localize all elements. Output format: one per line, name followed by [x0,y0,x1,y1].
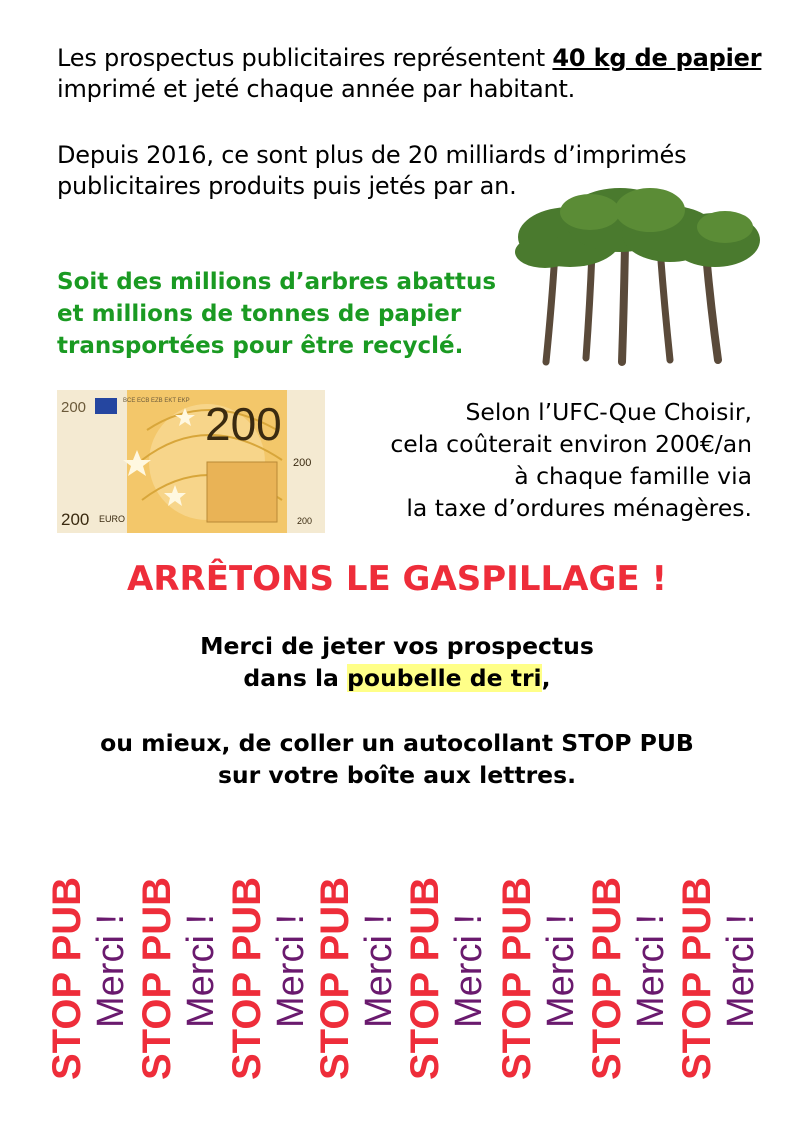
ufc-line-3: à chaque famille via [514,462,752,490]
stop-pub-label: STOP PUB [495,876,539,1080]
tear-strip[interactable] [135,850,228,1080]
tear-strip[interactable] [675,850,768,1080]
merci-label: Merci ! [720,914,762,1028]
stop-pub-label: STOP PUB [45,876,89,1080]
banknote-corner-value: 200 [61,399,87,416]
merci-label: Merci ! [270,914,312,1028]
banknote-side-value: 200 [293,457,312,469]
intro-paragraph-2: Depuis 2016, ce sont plus de 20 milliards d’imprimés publicitaires produits puis jetés par an. [57,141,687,200]
intro-text-end: imprimé et jeté chaque année par habitant. [57,75,576,103]
ufc-line-4: la taxe d’ordures ménagères. [406,494,752,522]
headline: ARRÊTONS LE GASPILLAGE ! [127,559,667,599]
trees-illustration [510,182,765,367]
banknote-microtext: BCE ECB EZB EKT EKP [123,398,190,404]
trees-line-3: transportées pour être recyclé. [57,333,464,359]
stop-pub-label: STOP PUB [585,876,629,1080]
stop-pub-label: STOP PUB [135,876,179,1080]
stop-pub-label: STOP PUB [225,876,269,1080]
banknote-big-value: 200 [205,398,282,450]
stop-pub-tear-strips [45,850,772,1080]
thanks-line-2-end: , [541,664,551,692]
merci-label: Merci ! [180,914,222,1028]
tear-strip[interactable] [45,850,138,1080]
banknote-200-euro [57,390,325,533]
tree-canopy [515,188,760,268]
tear-strip[interactable] [495,850,588,1080]
merci-label: Merci ! [630,914,672,1028]
ufc-line-2: cela coûterait environ 200€/an [390,430,752,458]
merci-label: Merci ! [358,914,400,1028]
intro-emphasis: 40 kg de papier [552,44,762,72]
merci-label: Merci ! [90,914,132,1028]
sticker-line-1: ou mieux, de coller un autocollant STOP PUB [100,729,694,757]
tear-strip[interactable] [403,850,496,1080]
merci-label: Merci ! [540,914,582,1028]
stop-pub-label: STOP PUB [403,876,447,1080]
trees-line-1: Soit des millions d’arbres abattus [57,269,497,295]
banknote-side-bottom-value: 200 [297,516,313,526]
trees-statement [57,266,537,362]
trees-line-2: et millions de tonnes de papier [57,301,462,327]
banknote-bottom-value: 200 [61,510,90,529]
merci-label: Merci ! [448,914,490,1028]
sticker-line-2: sur votre boîte aux lettres. [217,761,577,789]
tear-strip[interactable] [585,850,678,1080]
thanks-line-2-start: dans la [243,664,348,692]
sticker-message [0,727,794,791]
recycling-bin-highlight: poubelle de tri [347,664,542,692]
banknote-euro-label: EURO [99,514,126,524]
ufc-line-1: Selon l’UFC-Que Choisir, [465,398,752,426]
stop-pub-label: STOP PUB [675,876,719,1080]
tear-strip[interactable] [225,850,318,1080]
intro-text: Les prospectus publicitaires représentent [57,44,553,72]
intro-paragraph-1 [57,43,777,105]
thanks-line-1: Merci de jeter vos prospectus [200,632,594,660]
thanks-message [0,630,794,694]
ufc-statement [312,396,752,524]
stop-pub-label: STOP PUB [313,876,357,1080]
tear-strip[interactable] [313,850,406,1080]
